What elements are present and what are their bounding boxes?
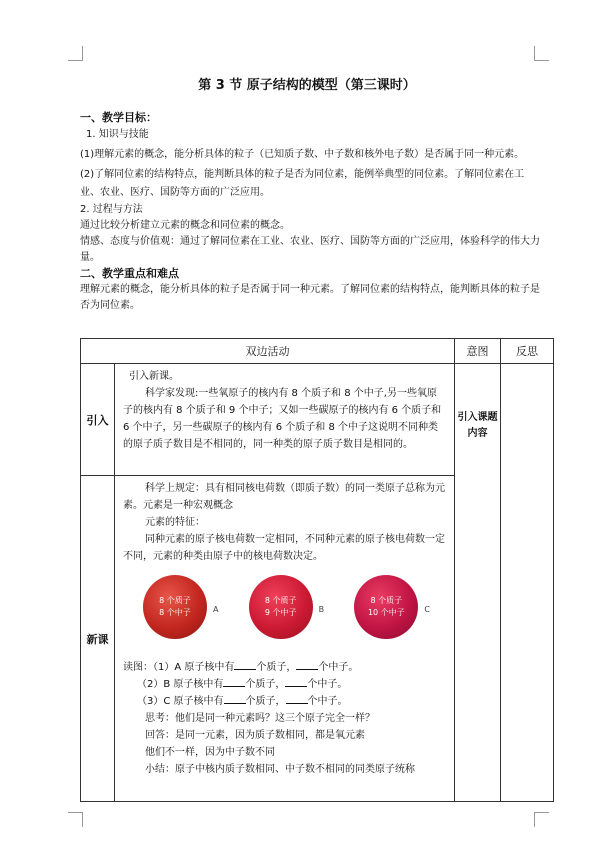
intent-intro: 引入课题内容 — [455, 364, 501, 802]
blank — [296, 659, 318, 670]
atom-b-neutrons: 9 个中子 — [264, 608, 297, 617]
atom-a — [143, 575, 235, 653]
question-a-lead: 读图：（1）A 原子核中有 — [123, 662, 235, 673]
blank — [286, 693, 308, 704]
intro-line-1: 引入新课。 — [129, 371, 179, 382]
objectives-p1: (1)理解元素的概念，能分析具体的粒子（已知质子数、中子数和核外电子数）是否属于同一种元素。 — [80, 149, 525, 160]
question-b-mid: 个质子， — [245, 679, 286, 690]
new-line-3: 同种元素的原子核电荷数一定相同，不同种元素的原子核电荷数一定不同，元素的种类由原子中的核电荷数决定。 — [123, 534, 445, 562]
keypoints-heading: 二、教学重点和难点 — [80, 267, 179, 280]
atom-figure — [123, 565, 446, 659]
question-c-mid: 个质子， — [245, 696, 286, 707]
atom-b-protons: 8 个质子 — [264, 596, 297, 605]
question-c — [123, 693, 446, 710]
atom-a-protons: 8 个质子 — [159, 596, 191, 605]
summary-line: 小结：原子中核内质子数相同、中子数不相同的同类原子统称 — [145, 764, 415, 775]
activity-table — [80, 338, 554, 802]
table-header-row — [81, 339, 554, 364]
atom-a-label: A — [213, 605, 219, 614]
atom-b-sphere — [249, 575, 313, 639]
think-line: 思考：他们是同一种元素吗？这三个原子完全一样？ — [145, 713, 375, 724]
objectives-item2: 2. 过程与方法 — [80, 204, 143, 215]
answer-line: 回答：是同一元素，因为质子数相同，都是氧元素 — [145, 730, 365, 741]
question-b-end: 个中子。 — [307, 679, 348, 690]
question-a — [123, 659, 446, 676]
atom-b-label: B — [318, 605, 325, 614]
objectives-p4: 情感、态度与价值观：通过了解同位素在工业、农业、医疗、国防等方面的广泛应用，体验科学的伟大力量。 — [80, 236, 540, 263]
atom-c-sphere — [354, 575, 418, 639]
objectives-item1: 1. 知识与技能 — [86, 129, 149, 140]
crop-mark-bottom-left — [68, 812, 83, 827]
question-a-end: 个中子。 — [318, 662, 359, 673]
crop-mark-bottom-right — [534, 812, 549, 827]
header-intent: 意图 — [455, 339, 501, 364]
keypoints-p1: 理解元素的概念，能分析具体的粒子是否属于同一种元素。了解同位素的结构特点，能判断具体的粒子是否为同位素。 — [80, 284, 540, 311]
crop-mark-top-left — [68, 46, 83, 61]
blank — [234, 659, 256, 670]
objectives-heading: 一、教学目标： — [80, 111, 157, 124]
blank — [223, 676, 245, 687]
crop-mark-top-right — [534, 46, 549, 61]
atom-c-protons: 8 个质子 — [370, 596, 403, 605]
header-activities: 双边活动 — [81, 339, 455, 364]
question-b — [123, 676, 446, 693]
intro-content — [115, 364, 455, 476]
page-title: 第 3 节 原子结构的模型（第三课时） — [198, 78, 416, 93]
atom-a-neutrons: 8 个中子 — [159, 608, 191, 617]
question-b-lead: （2）B 原子核中有 — [137, 679, 224, 690]
stage-new: 新课 — [81, 476, 115, 802]
new-line-2: 元素的特征： — [145, 517, 205, 528]
header-reflection: 反思 — [501, 339, 554, 364]
stage-intro: 引入 — [81, 364, 115, 476]
blank — [285, 676, 307, 687]
atom-c-label: C — [424, 605, 430, 614]
objectives-p3: 通过比较分析建立元素的概念和同位素的概念。 — [80, 220, 290, 231]
atom-a-sphere — [143, 575, 207, 639]
new-line-1: 科学上规定：具有相同核电荷数（即质子数）的同一类原子总称为元素。元素是一种宏观概念 — [123, 483, 445, 511]
new-content — [115, 476, 455, 802]
blank — [224, 693, 246, 704]
objectives-p2: (2)了解同位素的结构特点，能判断具体的粒子是否为同位素，能例举典型的同位素。了解同位素在工业、农业、医疗、国防等方面的广泛应用。 — [80, 169, 525, 198]
atom-b — [249, 575, 341, 653]
table-row-intro — [81, 364, 554, 476]
reflection-cell — [501, 364, 554, 802]
question-c-lead: （3）C 原子核中有 — [137, 696, 224, 707]
atom-c-neutrons: 10 个中子 — [367, 608, 405, 617]
atom-c — [354, 575, 446, 653]
question-a-mid: 个质子， — [256, 662, 297, 673]
objectives-section — [80, 110, 540, 314]
difference-line: 他们不一样，因为中子数不同 — [145, 747, 275, 758]
intro-line-2: 科学家发现:一些氧原子的核内有 8 个质子和 8 个中子,另一些氧原子的核内有 8 个质子和 9 个中子；又如一些碳原子的核内有 6 个质子和 6 个中子，另一些碳原子的核内有 6 个质子和 8 个中子这说明不同种类的原子质子数目是不相同的，同一种类的原子质子数目是相同的。 — [123, 388, 442, 450]
question-c-end: 个中子。 — [307, 696, 348, 707]
